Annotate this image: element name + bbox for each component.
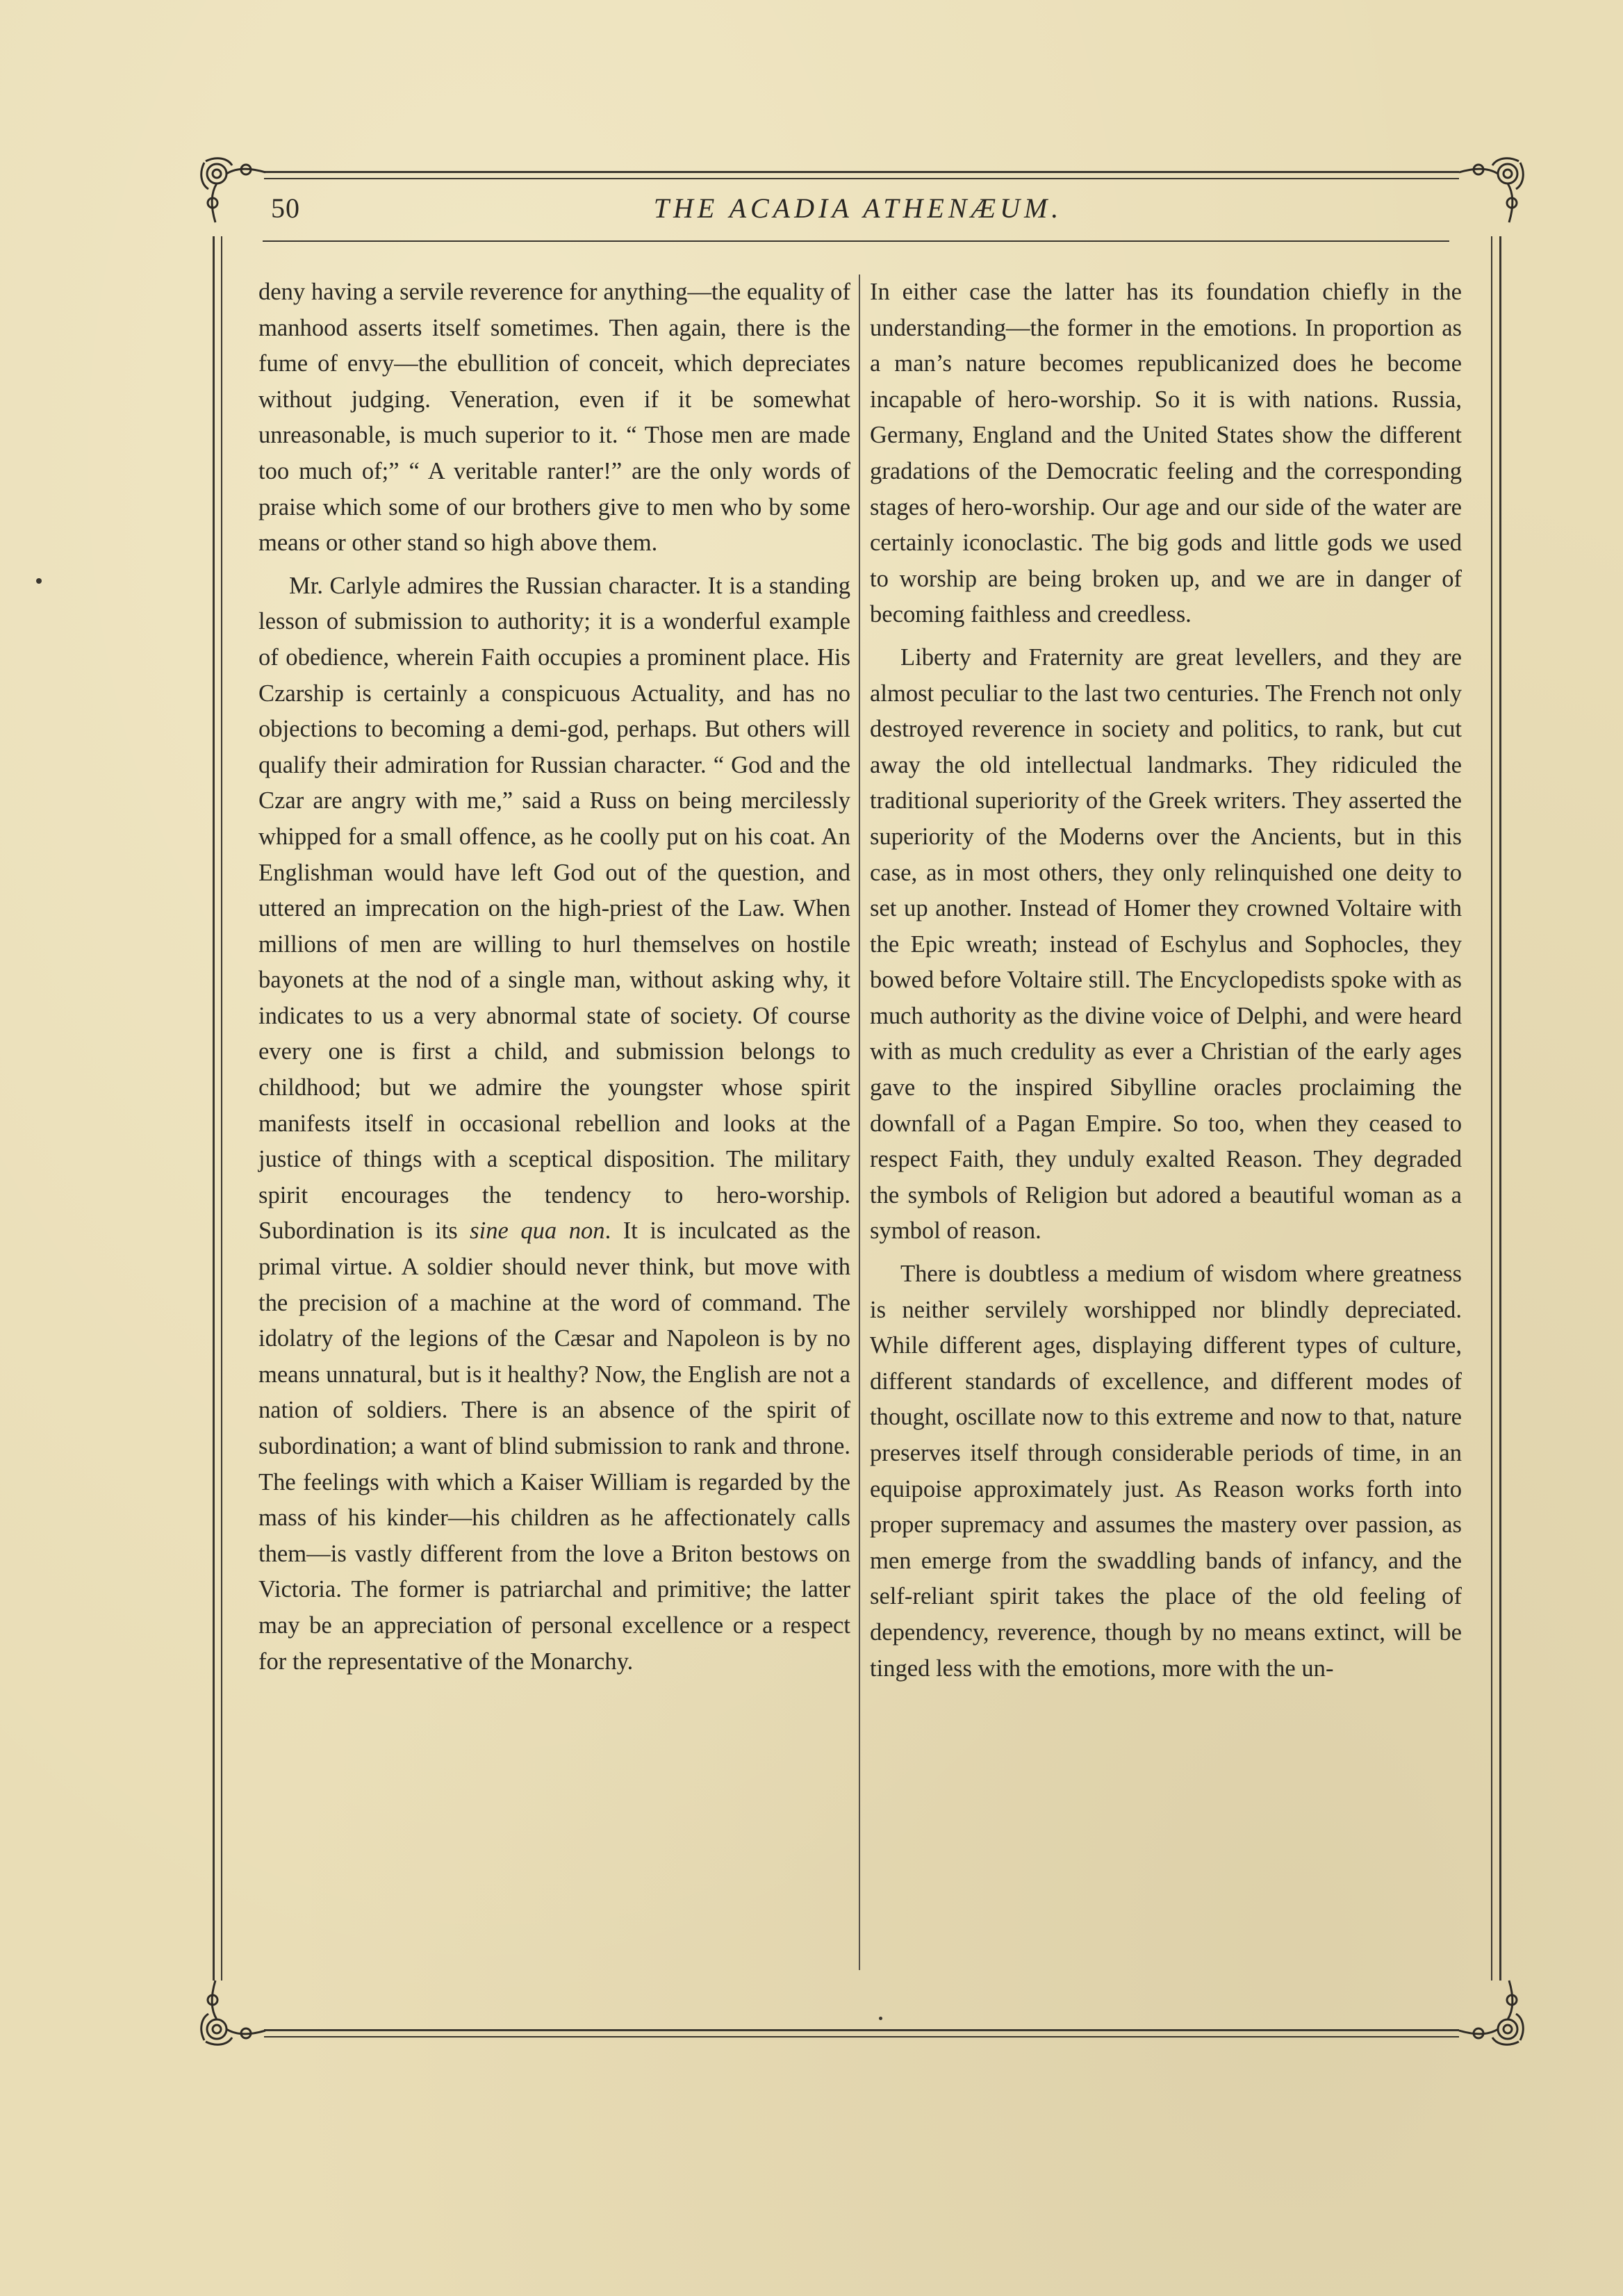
latin-phrase: sine qua non [470,1217,605,1245]
page-header [271,188,1445,236]
journal-title: THE ACADIA ATHENÆUM. [653,192,1063,224]
column-divider [859,274,860,1970]
bottom-rule-inner [264,2036,1459,2037]
left-rule-inner [221,236,222,1981]
header-underline [263,240,1449,242]
right-paragraph-2: Liberty and Fraternity are great levellers, and they are almost peculiar to the last two centuries. The French not only destroyed reverence in society and politics, to rank, but cut away the old intellectual landmarks. They ridiculed the traditional superiority of the Greek writers. They asserted the superiority of the Moderns over the Ancients, but in this case, as in most others, they only relinquished one deity to set up another. Instead of Homer they crowned Voltaire with the Epic wreath; instead of Eschylus and Sophocles, they bowed before Voltaire still. The Encyclopedists spoke with as much authority as the divine voice of Delphi, and were heard with as much credulity as ever a Christian of the early ages gave to the inspired Sibylline oracles proclaiming the downfall of a Pagan Empire. So too, when they ceased to respect Faith, they unduly exalted Reason. They degraded the symbols of Religion but adored a beautiful woman as a symbol of reason. [870,643,1462,1245]
ink-speck [36,578,42,584]
left-rule-outer [213,236,215,1981]
corner-ornament-bottom-left [196,1974,272,2050]
left-paragraph-2: Mr. Carlyle admires the Russian character. It is a standing lesson of submission to authority; it is a wonderful example of obedience, wherein Faith occupies a prominent place. His Czarship is certainly a conspicuous Actuality, and has no objections to becoming a demi-god, perhaps. But others will qualify their admiration for Russian character. “ God and the Czar are angry with me,” said a Russ on being mercilessly whipped for a small offence, as he coolly put on his coat. An Englishman would have left God out of the question, and uttered an imprecation on the high-priest of the Law. When millions of men are willing to hurl themselves on hostile bayonets at the nod of a single man, without asking why, it indicates to us a very abnormal state of society. Of course every one is first a child, and submission belongs to childhood; but we admire the youngster whose spirit manifests itself in occasional rebellion and looks at the justice of things with a sceptical disposition. The military spirit encourages the tendency to hero-worship. Subordination is its sine qua non. It is inculcated as the primal virtue. A soldier should never think, but move with the precision of a machine at the word of command. The idolatry of the legions of the Cæsar and Napoleon is by no means unnatural, but is it healthy? Now, the English are not a nation of soldiers. There is an absence of the spirit of subordination; a want of blind submission to rank and throne. The feelings with which a Kaiser William is regarded by the mass of his kinder—his children as he affectionately calls them—is vastly different from the love a Briton bestows on Victoria. The former is patriarchal and primitive; the latter may be an appreciation of personal excellence or a respect for the representative of the Monarchy. [258,572,850,1675]
right-rule-inner [1491,236,1492,1981]
corner-ornament-bottom-right [1452,1974,1529,2050]
right-paragraph-3: There is doubtless a medium of wisdom where greatness is neither servilely worshipped nor blindly depreciated. While different ages, displaying different types of culture, different standards of excellence, and different modes of thought, oscillate now to this extreme and now to that, nature preserves itself through considerable periods of time, in an equipoise approximately just. As Reason works forth into proper supremacy and assumes the mastery over passion, as men emerge from the swaddling bands of infancy, and the self-reliant spirit takes the place of the old feeling of dependency, reverence, though by no means extinct, will be tinged less with the emotions, more with the un- [870,1261,1462,1682]
left-column [258,274,850,1680]
bottom-rule-outer [264,2029,1459,2031]
left-paragraph-1: deny having a servile reverence for anything—the equality of manhood asserts itself sometimes. Then again, there is the fume of envy—the ebullition of conceit, which depreciates without judging. Veneration, even if it be somewhat unreasonable, is much superior to it. “ Those men are made too much of;” “ A veritable ranter!” are the only words of praise which some of our brothers give to men who by some means or other stand so high above them. [258,279,850,557]
top-rule-inner [264,178,1459,179]
corner-ornament-top-left [196,153,272,229]
top-rule-outer [264,171,1459,173]
right-column [870,274,1462,1687]
corner-ornament-top-right [1452,153,1529,229]
right-rule-outer [1499,236,1501,1981]
ink-speck [879,2017,882,2020]
right-paragraph-1: In either case the latter has its foundation chiefly in the understanding—the former in the emotions. In proportion as a man’s nature becomes republicanized does he become incapable of hero-worship. So it is with nations. Russia, Germany, England and the United States show the different gradations of the Democratic feeling and the corresponding stages of hero-worship. Our age and our side of the water are certainly iconoclastic. The big gods and little gods we used to worship are being broken up, and we are in danger of becoming faithless and creedless. [870,279,1462,628]
page-number: 50 [271,192,300,224]
